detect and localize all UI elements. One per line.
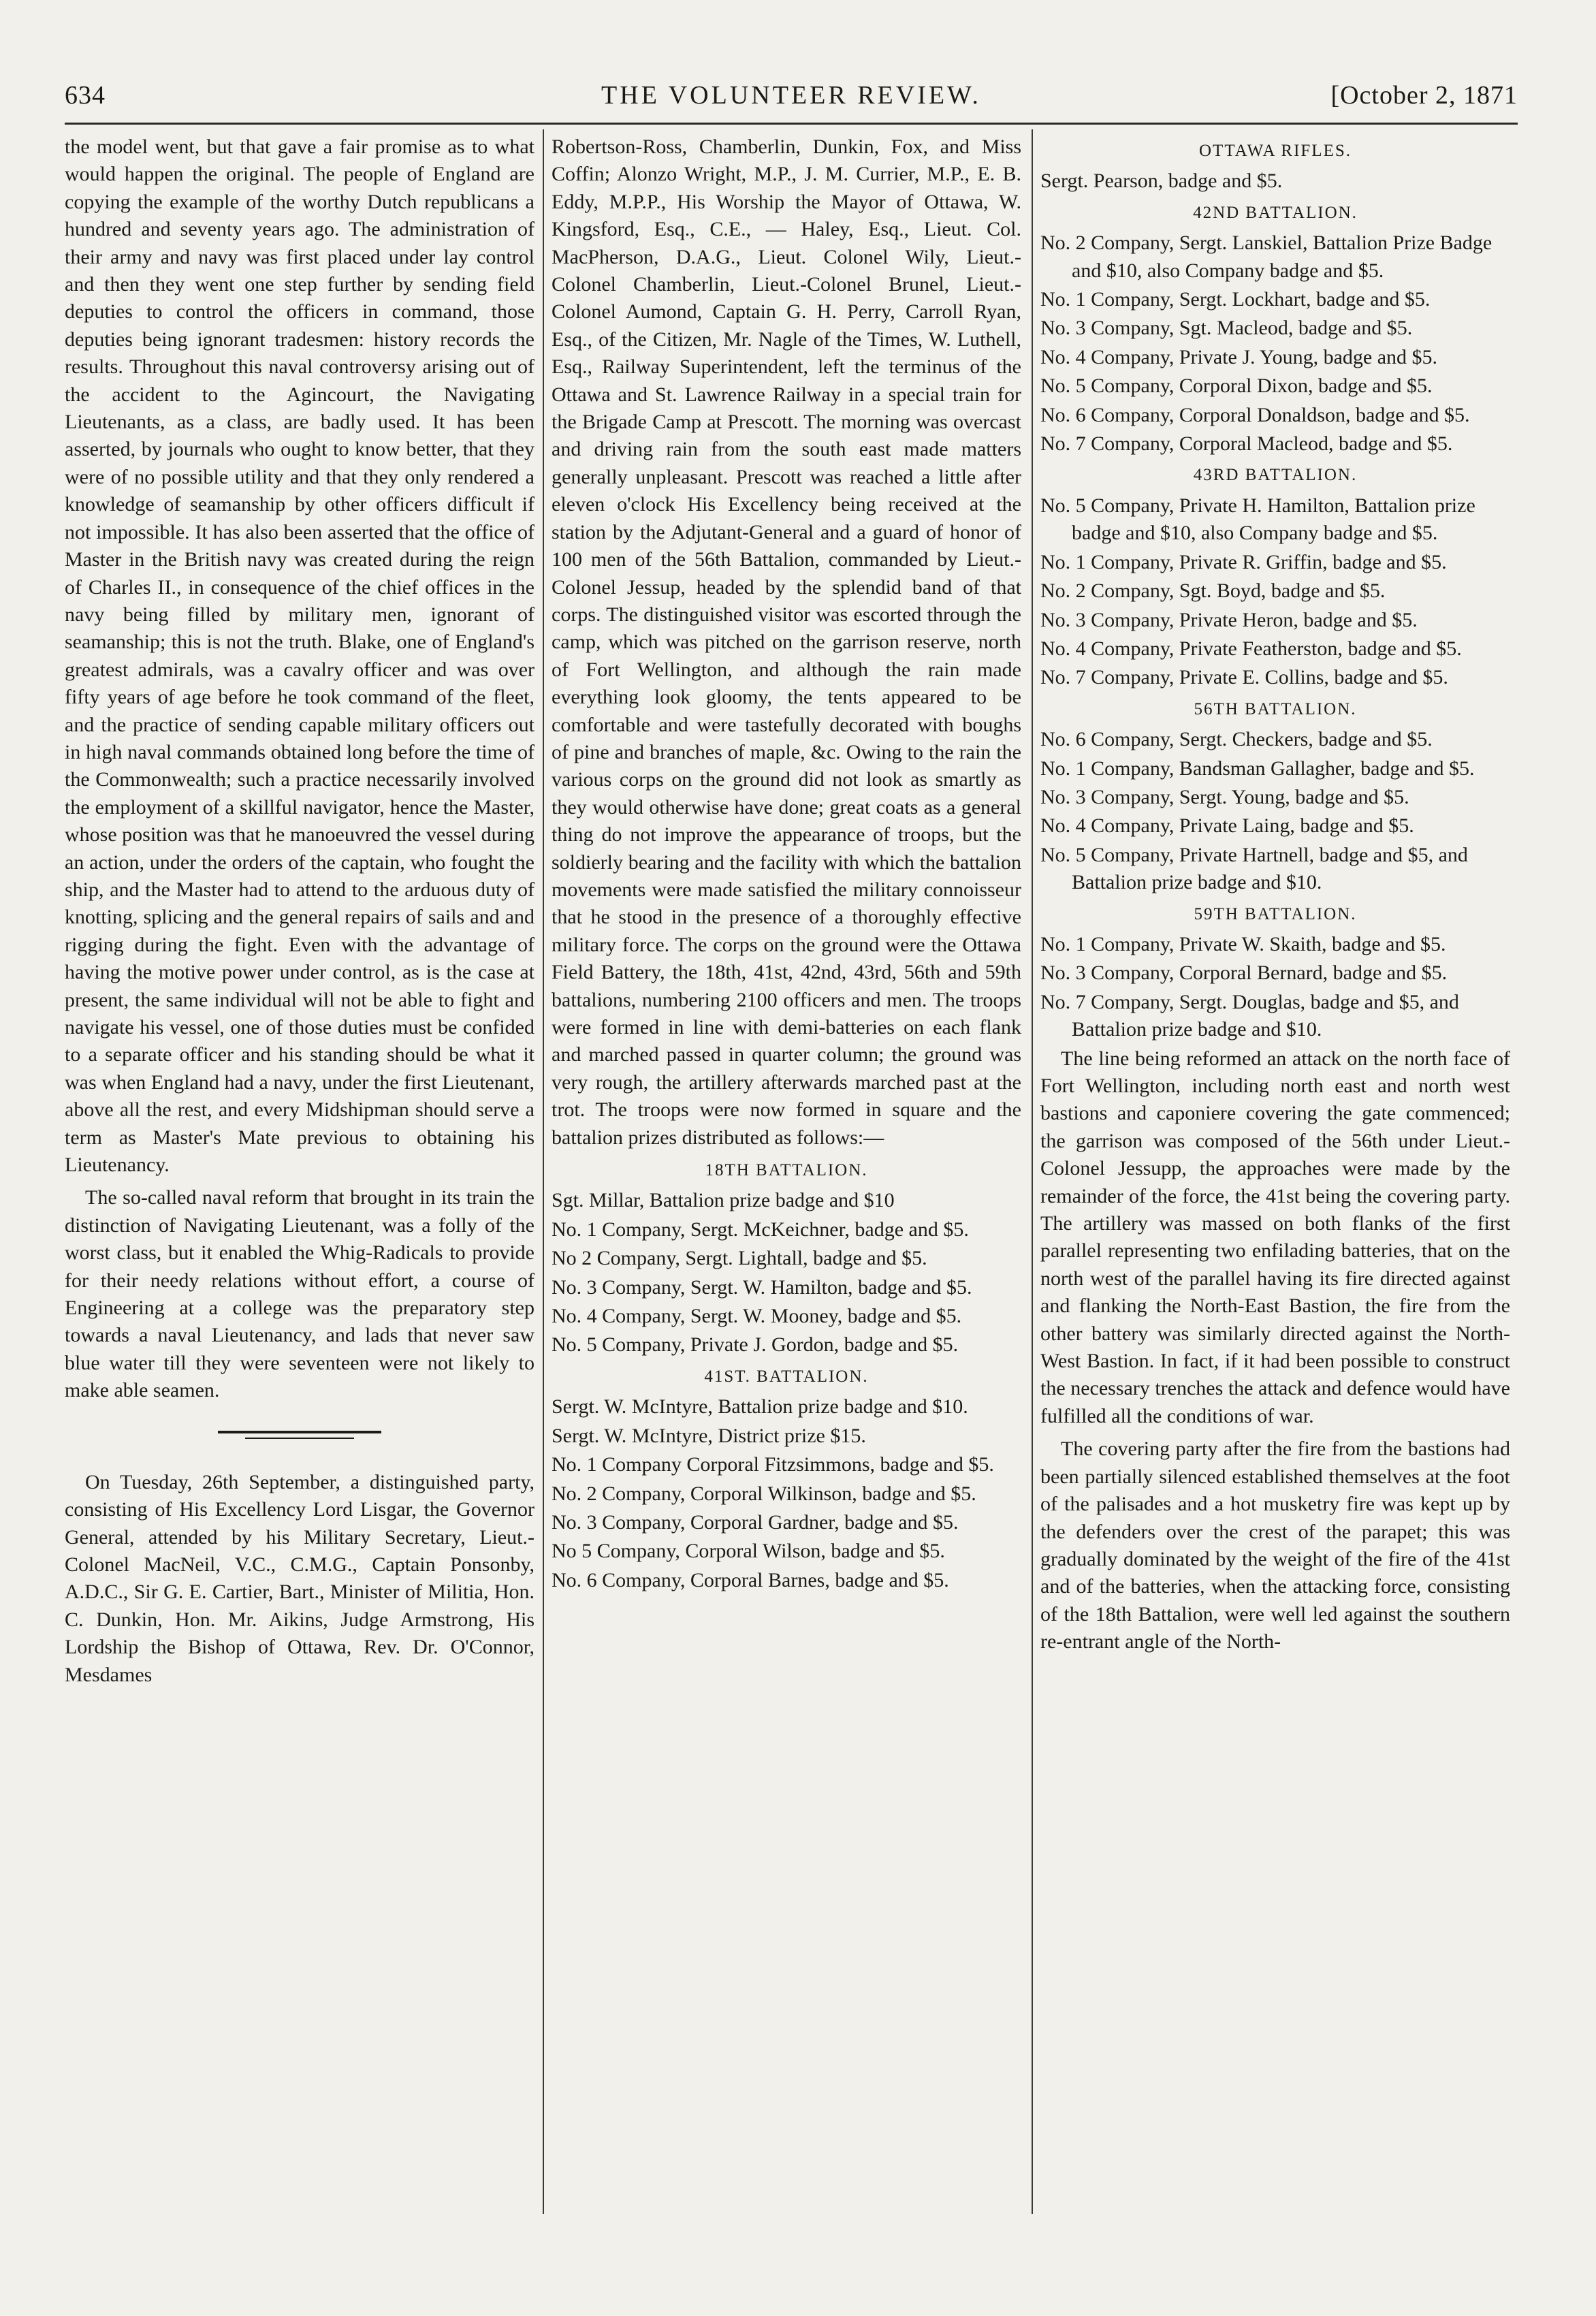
header-rule <box>65 123 1518 125</box>
prize-entry: No. 5 Company, Private J. Gordon, badge and $5. <box>552 1333 959 1357</box>
column-2 <box>552 133 1021 1596</box>
prize-entry: No. 6 Company, Sergt. Checkers, badge and $5. <box>1040 728 1433 751</box>
prize-entry: No. 3 Company, Sgt. Macleod, badge and $5. <box>1040 317 1413 340</box>
column-divider-1 <box>543 129 544 2214</box>
prize-entry: Sgt. Millar, Battalion prize badge and $10 <box>552 1189 895 1212</box>
section-heading: 42ND BATTALION. <box>1193 203 1358 222</box>
section-heading: 18TH BATTALION. <box>705 1161 868 1180</box>
prize-entry: No. 3 Company, Private Heron, badge and $5. <box>1040 608 1418 631</box>
prize-entry: No. 6 Company, Corporal Donaldson, badge and $5. <box>1040 403 1470 426</box>
article-paragraph: The so-called naval reform that brought in its train the distinction of Navigating Lieutenant, was a folly of the worst class, but it enabled the Whig-Radicals to provide for their needy relations without effort, a course of Engineering at a college was the preparatory step towards a naval Lieutenancy, and lads that never saw blue water till they were seventeen were not likely to make able seamen. <box>65 1186 534 1402</box>
prize-entry: No. 1 Company, Sergt. McKeichner, badge and $5. <box>552 1218 969 1241</box>
prize-entry: No. 1 Company, Private W. Skaith, badge and $5. <box>1040 932 1446 955</box>
prize-entry: No. 1 Company, Private R. Griffin, badge and $5. <box>1040 550 1447 573</box>
section-heading: 43RD BATTALION. <box>1193 466 1358 485</box>
section-separator <box>218 1425 381 1446</box>
prize-entry: Sergt. Pearson, badge and $5. <box>1040 170 1283 193</box>
prize-entry: No. 4 Company, Private J. Young, badge and $5. <box>1040 345 1438 368</box>
prize-entry: Sergt. W. McIntyre, District prize $15. <box>552 1424 866 1447</box>
prize-entry: No. 1 Company, Bandsman Gallagher, badge and $5. <box>1040 757 1475 780</box>
column-1 <box>65 133 534 1694</box>
prize-entry: No. 3 Company, Sergt. Young, badge and $5. <box>1040 785 1409 808</box>
prize-entry: No. 3 Company, Corporal Gardner, badge and $5. <box>552 1510 959 1534</box>
prize-entry: No. 7 Company, Private E. Collins, badge and $5. <box>1040 666 1448 689</box>
prize-entry: No. 6 Company, Corporal Barnes, badge and $5. <box>552 1568 949 1591</box>
prize-entry: No. 2 Company, Sergt. Lanskiel, Battalion Prize Badge and $10, also Company badge and $5. <box>1040 232 1493 282</box>
prize-entry: No. 2 Company, Corporal Wilkinson, badge and $5. <box>552 1482 976 1505</box>
prize-entry: No. 3 Company, Corporal Bernard, badge and $5. <box>1040 962 1448 985</box>
prize-entry: No. 4 Company, Private Featherston, badge and $5. <box>1040 637 1462 660</box>
article-paragraph: On Tuesday, 26th September, a distinguished party, consisting of His Excellency Lord Lisgar, the Governor General, attended by his Military Secretary, Lieut.-Colonel MacNeil, V.C., C.M.G., Captain Ponsonby, A.D.C., Sir G. E. Cartier, Bart., Minister of Militia, Hon. C. Dunkin, Hon. Mr. Aikins, Judge Armstrong, His Lordship the Bishop of Ottawa, Rev. Dr. O'Connor, Mesdames <box>65 1470 534 1686</box>
column-divider-2 <box>1032 129 1033 2214</box>
prize-entry: No. 5 Company, Private Hartnell, badge and $5, and Battalion prize badge and $10. <box>1040 843 1468 894</box>
page-number: 634 <box>65 81 106 110</box>
page-header <box>65 80 1518 121</box>
column-3 <box>1040 133 1510 1662</box>
prize-entry: No. 7 Company, Sergt. Douglas, badge and $5, and Battalion prize badge and $10. <box>1040 990 1459 1041</box>
prize-entry: No. 4 Company, Sergt. W. Mooney, badge and $5. <box>552 1305 962 1328</box>
prize-entry: No. 7 Company, Corporal Macleod, badge and $5. <box>1040 432 1453 456</box>
prize-entry: Sergt. W. McIntyre, Battalion prize badge and $10. <box>552 1395 968 1418</box>
prize-entry: No. 4 Company, Private Laing, badge and $5. <box>1040 814 1414 838</box>
section-heading: OTTAWA RIFLES. <box>1199 142 1352 160</box>
publication-title: THE VOLUNTEER REVIEW. <box>601 81 981 110</box>
article-paragraph: The line being reformed an attack on the north face of Fort Wellington, including north east and north west bastions and caponiere covering the gate commenced; the garrison was composed of the 56th under Lieut.-Colonel Jessupp, the approaches were made by the remainder of the force, the 41st being the covering party. The artillery was massed on both flanks of the first parallel representing two enfilading batteries, that on the north west of the parallel having its fire directed against and flanking the North-East Bastion, the fire from the other battery was similarly directed against the North-West Bastion. In fact, if it had been possible to construct the necessary trenches the attack and defence would have fulfilled all the conditions of war. <box>1040 1047 1510 1427</box>
prize-entry: No. 1 Company, Sergt. Lockhart, badge and $5. <box>1040 288 1431 311</box>
section-heading: 56TH BATTALION. <box>1194 699 1357 718</box>
prize-entry: No. 3 Company, Sergt. W. Hamilton, badge and $5. <box>552 1275 972 1299</box>
section-heading: 59TH BATTALION. <box>1194 904 1357 923</box>
article-paragraph: the model went, but that gave a fair promise as to what would happen the original. The people of England are copying the example of the worthy Dutch republicans a hundred and seventy years ago. The administration of their army and navy was first placed under lay control and then they went one step further by sending field deputies to control the officers in command, those deputies being ignorant tradesmen: history records the results. Throughout this naval controversy arising out of the accident to the Agincourt, the Navigating Lieutenants, as a class, are badly used. It has been asserted, by journals who ought to know better, that they were of no possible utility and that they only rendered a knowledge of seamanship by other officers difficult if not impossible. It has also been asserted that the office of Master in the British navy was created during the reign of Charles II., in consequence of the chief offices in the navy being filled by military men, ignorant of seamanship; this is not the truth. Blake, one of England's greatest admirals, was a cavalry officer and was over fifty years of age before he took command of the fleet, and the practice of sending capable military officers out in high naval commands obtained long before the time of the Commonwealth; such a practice necessarily involved the employment of a skillful navigator, hence the Master, whose position was that he manoeuvred the vessel during an action, under the orders of the captain, who fought the ship, and the Master had to attend to the arduous duty of knotting, splicing and the general repairs of sails and and rigging during the fight. Even with the advantage of having the motive power under control, as is the case at present, the same individual will not be able to fight and navigate his vessel, one of those duties must be confided to a separate officer and his standing should be what it was when England had a navy, under the first Lieutenant, above all the rest, and every Midshipman should serve a term as Master's Mate previous to obtaining his Lieutenancy. <box>65 136 534 1177</box>
issue-date: [October 2, 1871 <box>1330 81 1518 110</box>
prize-entry: No 2 Company, Sergt. Lightall, badge and $5. <box>552 1247 927 1270</box>
prize-entry: No. 1 Company Corporal Fitzsimmons, badge and $5. <box>552 1453 994 1476</box>
prize-entry: No 5 Company, Corporal Wilson, badge and $5. <box>552 1540 945 1563</box>
article-paragraph: The covering party after the fire from the bastions had been partially silenced established themselves at the foot of the palisades and a hot musketry fire was kept up by the defenders over the crest of the parapet; this was gradually dominated by the weight of the fire of the 41st and of the batteries, when the attacking force, consisting of the 18th Battalion, were well led against the southern re-entrant angle of the North- <box>1040 1438 1510 1653</box>
article-paragraph: Robertson-Ross, Chamberlin, Dunkin, Fox, and Miss Coffin; Alonzo Wright, M.P., J. M. Currier, M.P., E. B. Eddy, M.P.P., His Worship the Mayor of Ottawa, W. Kingsford, Esq., C.E., — Haley, Esq., Lieut. Col. MacPherson, D.A.G., Lieut. Colonel Wily, Lieut.-Colonel Chamberlin, Lieut.-Colonel Brunel, Lieut.-Colonel Aumond, Captain G. H. Perry, Carroll Ryan, Esq., of the Citizen, Mr. Nagle of the Times, W. Luthell, Esq., Railway Superintendent, left the terminus of the Ottawa and St. Lawrence Railway in a special train for the Brigade Camp at Prescott. The morning was overcast and driving rain from the south east made matters generally unpleasant. Prescott was reached a little after eleven o'clock His Excellency being received at the station by the Adjutant-General and a guard of honor of 100 men of the 56th Battalion, commanded by Lieut.-Colonel Jessup, headed by the splendid band of that corps. The distinguished visitor was escorted through the camp, which was pitched on the garrison reserve, north of Fort Wellington, and although the rain made everything look gloomy, the tents appeared to be comfortable and were tastefully decorated with boughs of pine and branches of maple, &c. Owing to the rain the various corps on the ground did not look as smartly as they would otherwise have done; great coats as a general thing do not improve the appearance of troops, but the soldierly bearing and the facility with which the battalion movements were made satisfied the military connoisseur that he stood in the presence of a thoroughly effective military force. The corps on the ground were the Ottawa Field Battery, the 18th, 41st, 42nd, 43rd, 56th and 59th battalions, numbering 2100 officers and men. The troops were formed in line with demi-batteries on each flank and marched passed in quarter column; the ground was very rough, the artillery afterwards marched past at the trot. The troops were now formed in square and the battalion prizes distributed as follows:— <box>552 136 1021 1149</box>
prize-entry: No. 2 Company, Sgt. Boyd, badge and $5. <box>1040 580 1386 603</box>
section-heading: 41ST. BATTALION. <box>704 1367 869 1386</box>
prize-entry: No. 5 Company, Private H. Hamilton, Battalion prize badge and $10, also Company badge and $5. <box>1040 494 1475 545</box>
prize-entry: No. 5 Company, Corporal Dixon, badge and $5. <box>1040 375 1433 398</box>
